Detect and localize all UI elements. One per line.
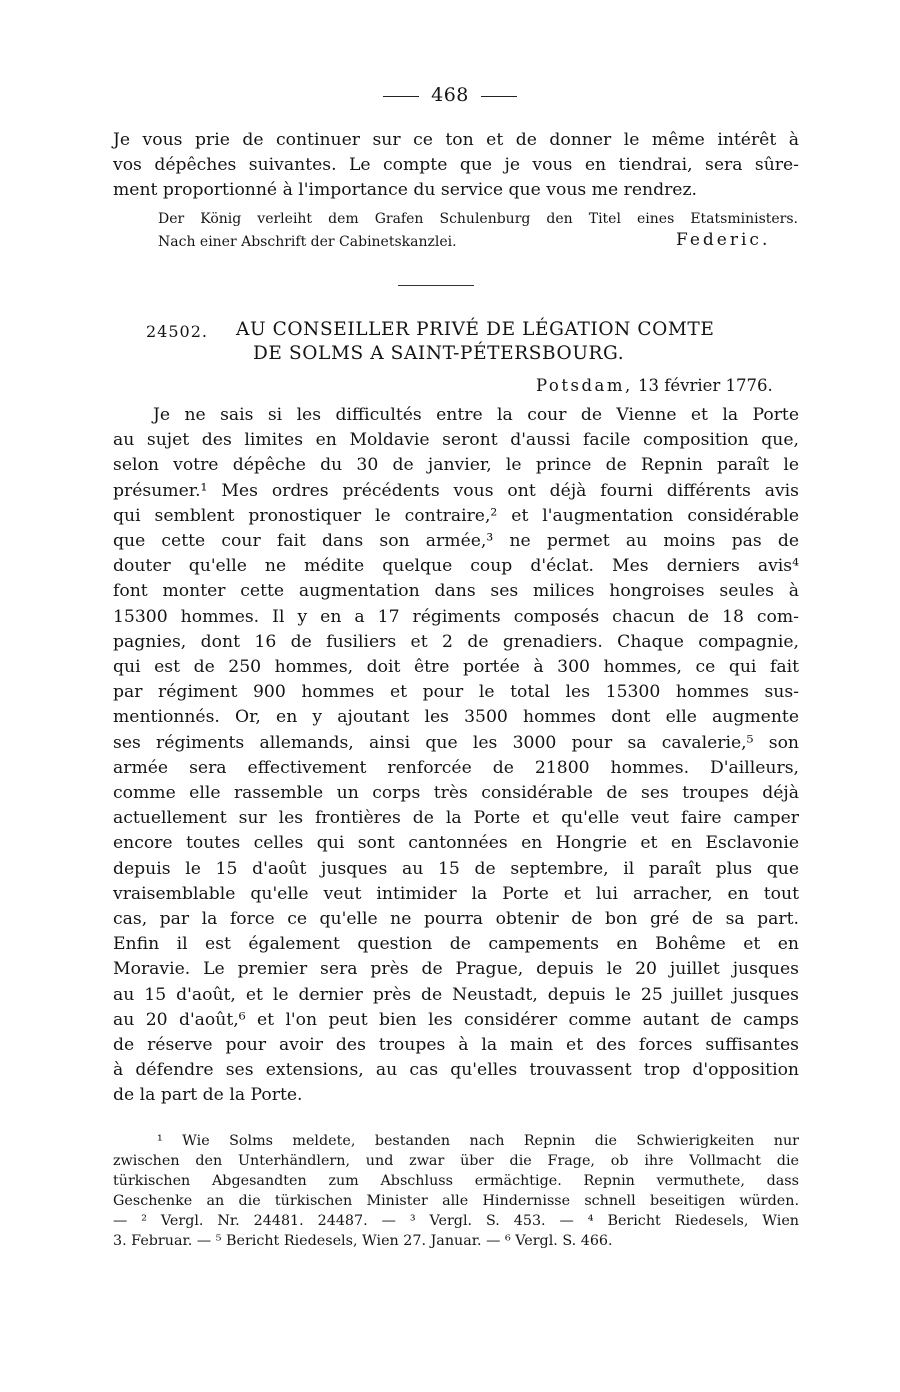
text-line: au 20 d'août,⁶ et l'on peut bien les considérer comme autant de camps	[113, 1009, 799, 1030]
text-line: armée sera effectivement renforcée de 21800 hommes. D'ailleurs,	[113, 757, 799, 778]
source-note: Nach einer Abschrift der Cabinetskanzlei.	[158, 234, 457, 250]
text-line: Je vous prie de continuer sur ce ton et de donner le même intérêt à	[113, 130, 799, 150]
text-line: Je ne sais si les difficultés entre la cour de Vienne et la Porte	[153, 405, 799, 425]
text-line: de réserve pour avoir des troupes à la main et des forces suffisantes	[113, 1035, 799, 1056]
editorial-note: Der König verleiht dem Grafen Schulenburg den Titel eines Etatsministers.	[158, 211, 798, 227]
text-line: qui est de 250 hommes, doit être portée à 300 hommes, ce qui fait	[113, 657, 799, 678]
footnote-line: Geschenke an die türkischen Minister alle Hindernisse schnell beseitigen würden.	[113, 1193, 799, 1209]
text-line: pagnies, dont 16 de fusiliers et 2 de grenadiers. Chaque compagnie,	[113, 631, 799, 652]
text-line: à défendre ses extensions, au cas qu'elles trouvassent trop d'opposition	[113, 1060, 799, 1081]
text-line: vos dépêches suivantes. Le compte que je vous en tiendrai, sera sûre-	[113, 155, 799, 176]
text-line: mentionnés. Or, en y ajoutant les 3500 hommes dont elle augmente	[113, 707, 799, 728]
date-place: Potsdam,	[536, 376, 633, 395]
text-line: Moravie. Le premier sera près de Prague, depuis le 20 juillet jusques	[113, 959, 799, 980]
text-line: ment proportionné à l'importance du service que vous me rendrez.	[113, 180, 697, 201]
text-line: qui semblent pronostiquer le contraire,² et l'augmentation considérable	[113, 505, 799, 526]
document-number: 24502.	[146, 322, 208, 341]
signature: Federic.	[676, 230, 771, 250]
text-line: vraisemblable qu'elle veut intimider la Porte et lui arracher, en tout	[113, 883, 799, 904]
text-line: douter qu'elle ne médite quelque coup d'éclat. Mes derniers avis⁴	[113, 556, 799, 577]
text-line: ses régiments allemands, ainsi que les 3000 pour sa cavalerie,⁵ son	[113, 732, 799, 753]
page-number	[0, 84, 900, 106]
text-line: depuis le 15 d'août jusques au 15 de septembre, il paraît plus que	[113, 858, 799, 879]
footnote-line: 3. Februar. — ⁵ Bericht Riedesels, Wien 27. Januar. — ⁶ Vergl. S. 466.	[113, 1233, 613, 1249]
text-line: encore toutes celles qui sont cantonnées en Hongrie et en Esclavonie	[113, 833, 799, 854]
footnotes	[113, 1131, 799, 1251]
page-number-value: 468	[431, 84, 469, 106]
text-line: comme elle rassemble un corps très considérable de ses troupes déjà	[113, 783, 799, 804]
letter-body	[113, 403, 799, 1109]
text-line: de la part de la Porte.	[113, 1085, 303, 1106]
text-line: au 15 d'août, et le dernier près de Neustadt, depuis le 25 juillet jusques	[113, 984, 799, 1005]
dash-right	[481, 96, 517, 97]
text-line: présumer.¹ Mes ordres précédents vous ont déjà fourni différents avis	[113, 480, 799, 501]
text-line: selon votre dépêche du 30 de janvier, le prince de Repnin paraît le	[113, 455, 799, 476]
letter-heading-line2: DE SOLMS A SAINT-PÉTERSBOURG.	[253, 343, 625, 364]
footnote-line: zwischen den Unterhändlern, und zwar über die Frage, ob ihre Vollmacht die	[113, 1153, 799, 1169]
text-line: que cette cour fait dans son armée,³ ne permet au moins pas de	[113, 531, 799, 552]
section-divider	[398, 285, 474, 286]
text-line: cas, par la force ce qu'elle ne pourra obtenir de bon gré de sa part.	[113, 909, 799, 930]
footnote-line: ¹ Wie Solms meldete, bestanden nach Repnin die Schwierigkeiten nur	[157, 1133, 799, 1149]
letter-heading-line1: AU CONSEILLER PRIVÉ DE LÉGATION COMTE	[236, 319, 715, 340]
text-line: actuellement sur les frontières de la Porte et qu'elle veut faire camper	[113, 808, 799, 829]
dateline	[536, 376, 773, 395]
footnote-line: — ² Vergl. Nr. 24481. 24487. — ³ Vergl. S. 453. — ⁴ Bericht Riedesels, Wien	[113, 1213, 799, 1229]
footnote-line: türkischen Abgesandten zum Abschluss ermächtige. Repnin vermuthete, dass	[113, 1173, 799, 1189]
dash-left	[383, 96, 419, 97]
continuation-paragraph	[113, 128, 799, 204]
text-line: 15300 hommes. Il y en a 17 régiments composés chacun de 18 com-	[113, 606, 799, 627]
text-line: par régiment 900 hommes et pour le total les 15300 hommes sus-	[113, 682, 799, 703]
text-line: au sujet des limites en Moldavie seront d'aussi facile composition que,	[113, 430, 799, 451]
text-line: Enfin il est également question de campements en Bohême et en	[113, 934, 799, 955]
text-line: font monter cette augmentation dans ses milices hongroises seules à	[113, 581, 799, 602]
date-value: 13 février 1776.	[638, 376, 773, 395]
